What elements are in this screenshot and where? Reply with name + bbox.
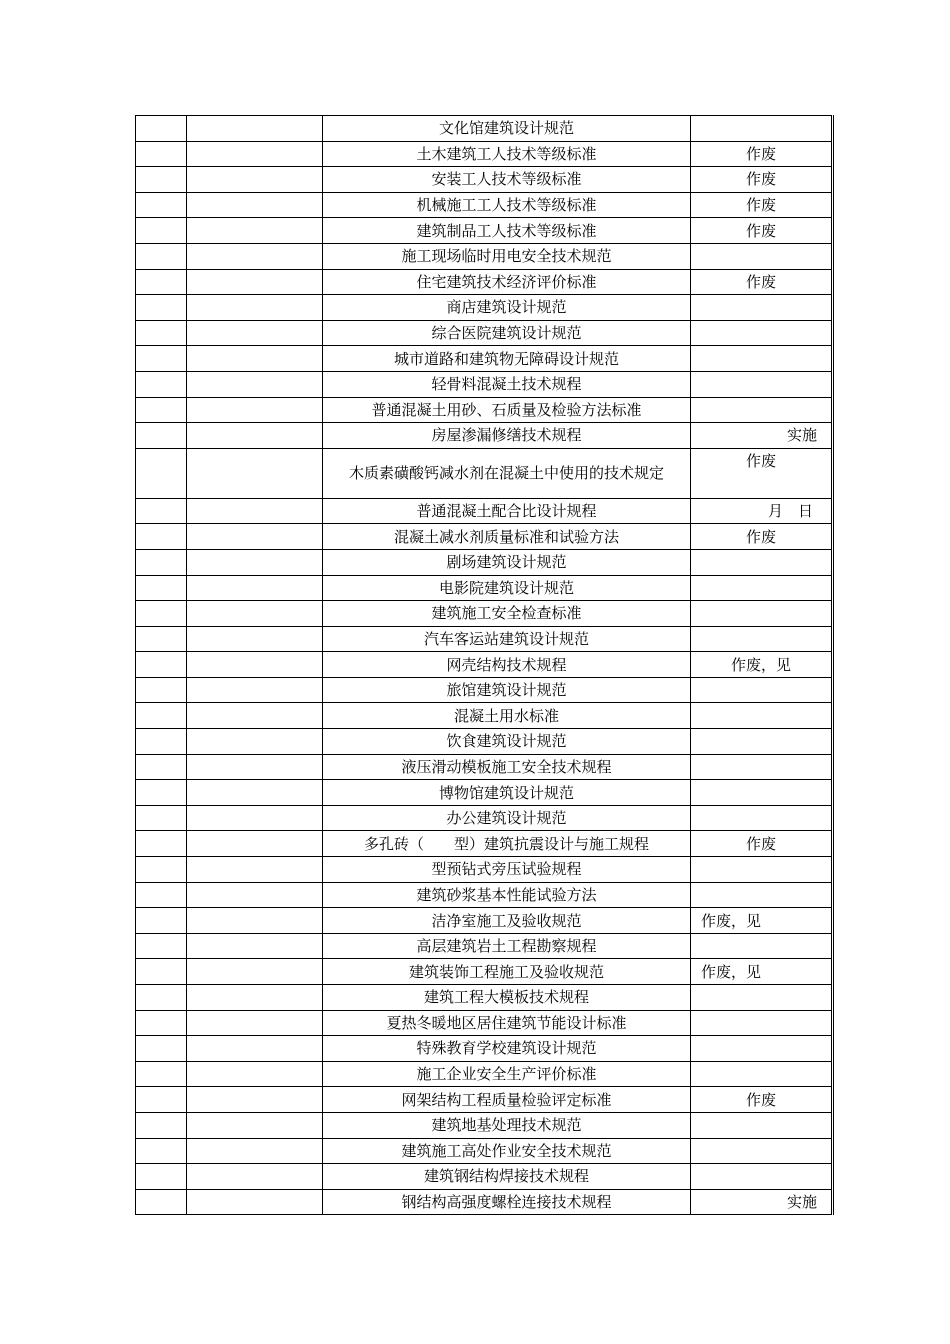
index-cell <box>136 1112 187 1138</box>
index-cell <box>136 549 187 575</box>
code-cell <box>187 908 323 934</box>
code-cell <box>187 524 323 550</box>
standard-name-cell: 综合医院建筑设计规范 <box>323 320 691 346</box>
code-cell <box>187 1010 323 1036</box>
status-note-cell <box>691 703 833 729</box>
table-row <box>136 677 833 703</box>
standard-name-cell: 博物馆建筑设计规范 <box>323 780 691 806</box>
standard-name-cell: 施工现场临时用电安全技术规范 <box>323 243 691 269</box>
index-cell <box>136 320 187 346</box>
code-cell <box>187 448 323 498</box>
standard-name-cell: 普通混凝土用砂、石质量及检验方法标准 <box>323 397 691 423</box>
standard-name-cell: 施工企业安全生产评价标准 <box>323 1061 691 1087</box>
standard-name-cell: 旅馆建筑设计规范 <box>323 677 691 703</box>
table-row <box>136 346 833 372</box>
standard-name-cell: 办公建筑设计规范 <box>323 805 691 831</box>
table-row <box>136 882 833 908</box>
code-cell <box>187 346 323 372</box>
index-cell <box>136 448 187 498</box>
code-cell <box>187 1164 323 1190</box>
code-cell <box>187 1036 323 1062</box>
standard-name-cell: 型预钻式旁压试验规程 <box>323 857 691 883</box>
index-cell <box>136 652 187 678</box>
standard-name-cell: 建筑施工安全检查标准 <box>323 601 691 627</box>
table-row <box>136 780 833 806</box>
status-note-cell: 作废 <box>691 141 833 167</box>
standard-name-cell: 建筑装饰工程施工及验收规范 <box>323 959 691 985</box>
table-row <box>136 1164 833 1190</box>
table-body <box>136 116 833 1215</box>
code-cell <box>187 652 323 678</box>
status-note-cell: 月 日 <box>691 498 833 524</box>
table-row <box>136 243 833 269</box>
index-cell <box>136 498 187 524</box>
status-note-cell <box>691 933 833 959</box>
standards-table <box>135 115 834 1215</box>
code-cell <box>187 677 323 703</box>
table-row <box>136 320 833 346</box>
index-cell <box>136 116 187 142</box>
status-note-cell <box>691 601 833 627</box>
status-note-cell <box>691 397 833 423</box>
standard-name-cell: 建筑制品工人技术等级标准 <box>323 218 691 244</box>
table-row <box>136 626 833 652</box>
standard-name-cell: 汽车客运站建筑设计规范 <box>323 626 691 652</box>
code-cell <box>187 805 323 831</box>
status-note-cell <box>691 805 833 831</box>
table-row <box>136 423 833 449</box>
index-cell <box>136 1036 187 1062</box>
code-cell <box>187 1112 323 1138</box>
standard-name-cell: 商店建筑设计规范 <box>323 295 691 321</box>
standard-name-cell: 安装工人技术等级标准 <box>323 167 691 193</box>
table-row <box>136 269 833 295</box>
table-row <box>136 729 833 755</box>
index-cell <box>136 295 187 321</box>
code-cell <box>187 575 323 601</box>
status-note-cell: 作废，见 <box>691 908 833 934</box>
status-note-cell <box>691 371 833 397</box>
standard-name-cell: 剧场建筑设计规范 <box>323 549 691 575</box>
standard-name-cell: 轻骨料混凝土技术规程 <box>323 371 691 397</box>
table-row <box>136 295 833 321</box>
status-note-cell <box>691 575 833 601</box>
status-note-cell: 作废 <box>691 269 833 295</box>
standard-name-cell: 混凝土用水标准 <box>323 703 691 729</box>
standard-name-cell: 房屋渗漏修缮技术规程 <box>323 423 691 449</box>
status-note-cell: 作废 <box>691 831 833 857</box>
standard-name-cell: 钢结构高强度螺栓连接技术规程 <box>323 1189 691 1215</box>
standard-name-cell: 住宅建筑技术经济评价标准 <box>323 269 691 295</box>
table-row <box>136 524 833 550</box>
index-cell <box>136 805 187 831</box>
code-cell <box>187 1087 323 1113</box>
table-row <box>136 703 833 729</box>
standard-name-cell: 特殊教育学校建筑设计规范 <box>323 1036 691 1062</box>
standard-name-cell: 夏热冬暖地区居住建筑节能设计标准 <box>323 1010 691 1036</box>
table-row <box>136 498 833 524</box>
table-row <box>136 805 833 831</box>
table-row <box>136 192 833 218</box>
standard-name-cell: 城市道路和建筑物无障碍设计规范 <box>323 346 691 372</box>
index-cell <box>136 423 187 449</box>
status-note-cell <box>691 1036 833 1062</box>
table-row <box>136 549 833 575</box>
code-cell <box>187 295 323 321</box>
status-note-cell <box>691 1164 833 1190</box>
table-row <box>136 985 833 1011</box>
index-cell <box>136 857 187 883</box>
status-note-cell <box>691 1010 833 1036</box>
table-row <box>136 754 833 780</box>
standard-name-cell: 机械施工工人技术等级标准 <box>323 192 691 218</box>
standard-name-cell: 网架结构工程质量检验评定标准 <box>323 1087 691 1113</box>
code-cell <box>187 192 323 218</box>
code-cell <box>187 933 323 959</box>
standard-name-cell: 土木建筑工人技术等级标准 <box>323 141 691 167</box>
index-cell <box>136 218 187 244</box>
table-row <box>136 397 833 423</box>
status-note-cell <box>691 677 833 703</box>
standard-name-cell: 建筑施工高处作业安全技术规范 <box>323 1138 691 1164</box>
table-row <box>136 141 833 167</box>
standard-name-cell: 建筑工程大模板技术规程 <box>323 985 691 1011</box>
table-row <box>136 652 833 678</box>
code-cell <box>187 167 323 193</box>
status-note-cell <box>691 1138 833 1164</box>
standard-name-cell: 文化馆建筑设计规范 <box>323 116 691 142</box>
status-note-cell <box>691 985 833 1011</box>
standard-name-cell: 电影院建筑设计规范 <box>323 575 691 601</box>
index-cell <box>136 1164 187 1190</box>
code-cell <box>187 243 323 269</box>
status-note-cell <box>691 549 833 575</box>
index-cell <box>136 397 187 423</box>
code-cell <box>187 269 323 295</box>
table-row <box>136 371 833 397</box>
status-note-cell <box>691 295 833 321</box>
code-cell <box>187 780 323 806</box>
code-cell <box>187 1061 323 1087</box>
index-cell <box>136 346 187 372</box>
code-cell <box>187 116 323 142</box>
code-cell <box>187 959 323 985</box>
index-cell <box>136 601 187 627</box>
index-cell <box>136 1189 187 1215</box>
standard-name-cell: 普通混凝土配合比设计规程 <box>323 498 691 524</box>
status-note-cell <box>691 626 833 652</box>
index-cell <box>136 269 187 295</box>
index-cell <box>136 167 187 193</box>
status-note-cell: 作废 <box>691 448 833 498</box>
status-note-cell <box>691 1112 833 1138</box>
status-note-cell <box>691 243 833 269</box>
code-cell <box>187 857 323 883</box>
status-note-cell <box>691 754 833 780</box>
table-row <box>136 1087 833 1113</box>
table-row <box>136 448 833 498</box>
code-cell <box>187 371 323 397</box>
status-note-cell: 作废 <box>691 167 833 193</box>
code-cell <box>187 754 323 780</box>
status-note-cell: 作废 <box>691 218 833 244</box>
code-cell <box>187 882 323 908</box>
status-note-cell <box>691 320 833 346</box>
status-note-cell <box>691 882 833 908</box>
standard-name-cell: 建筑砂浆基本性能试验方法 <box>323 882 691 908</box>
index-cell <box>136 524 187 550</box>
table-row <box>136 1138 833 1164</box>
standard-name-cell: 高层建筑岩土工程勘察规程 <box>323 933 691 959</box>
standard-name-cell: 液压滑动模板施工安全技术规程 <box>323 754 691 780</box>
status-note-cell <box>691 116 833 142</box>
standard-name-cell: 建筑钢结构焊接技术规程 <box>323 1164 691 1190</box>
index-cell <box>136 243 187 269</box>
index-cell <box>136 703 187 729</box>
status-note-cell <box>691 780 833 806</box>
index-cell <box>136 626 187 652</box>
status-note-cell <box>691 1061 833 1087</box>
code-cell <box>187 218 323 244</box>
standard-name-cell: 饮食建筑设计规范 <box>323 729 691 755</box>
index-cell <box>136 192 187 218</box>
code-cell <box>187 320 323 346</box>
index-cell <box>136 677 187 703</box>
code-cell <box>187 397 323 423</box>
index-cell <box>136 933 187 959</box>
status-note-cell: 作废 <box>691 524 833 550</box>
status-note-cell: 作废，见 <box>691 652 833 678</box>
table-row <box>136 167 833 193</box>
index-cell <box>136 780 187 806</box>
table-row <box>136 575 833 601</box>
code-cell <box>187 549 323 575</box>
code-cell <box>187 141 323 167</box>
index-cell <box>136 882 187 908</box>
table-row <box>136 116 833 142</box>
table-row <box>136 1189 833 1215</box>
index-cell <box>136 371 187 397</box>
status-note-cell <box>691 346 833 372</box>
standard-name-cell: 洁净室施工及验收规范 <box>323 908 691 934</box>
table-row <box>136 1010 833 1036</box>
code-cell <box>187 601 323 627</box>
code-cell <box>187 498 323 524</box>
code-cell <box>187 985 323 1011</box>
table-row <box>136 908 833 934</box>
code-cell <box>187 831 323 857</box>
index-cell <box>136 985 187 1011</box>
table-row <box>136 1061 833 1087</box>
code-cell <box>187 729 323 755</box>
status-note-cell: 作废 <box>691 1087 833 1113</box>
index-cell <box>136 575 187 601</box>
standard-name-cell: 多孔砖（ 型）建筑抗震设计与施工规程 <box>323 831 691 857</box>
index-cell <box>136 1061 187 1087</box>
table-row <box>136 933 833 959</box>
code-cell <box>187 703 323 729</box>
index-cell <box>136 831 187 857</box>
index-cell <box>136 141 187 167</box>
table-row <box>136 1036 833 1062</box>
table-row <box>136 959 833 985</box>
index-cell <box>136 1010 187 1036</box>
index-cell <box>136 754 187 780</box>
index-cell <box>136 908 187 934</box>
standard-name-cell: 建筑地基处理技术规范 <box>323 1112 691 1138</box>
standard-name-cell: 混凝土减水剂质量标准和试验方法 <box>323 524 691 550</box>
standard-name-cell: 网壳结构技术规程 <box>323 652 691 678</box>
table-row <box>136 831 833 857</box>
table-row <box>136 218 833 244</box>
code-cell <box>187 1189 323 1215</box>
index-cell <box>136 1087 187 1113</box>
status-note-cell: 作废 <box>691 192 833 218</box>
status-note-cell <box>691 729 833 755</box>
index-cell <box>136 959 187 985</box>
code-cell <box>187 626 323 652</box>
standard-name-cell: 木质素磺酸钙减水剂在混凝土中使用的技术规定 <box>323 448 691 498</box>
index-cell <box>136 1138 187 1164</box>
status-note-cell: 实施 <box>691 1189 833 1215</box>
index-cell <box>136 729 187 755</box>
code-cell <box>187 423 323 449</box>
table-row <box>136 857 833 883</box>
code-cell <box>187 1138 323 1164</box>
table-row <box>136 601 833 627</box>
status-note-cell <box>691 857 833 883</box>
table-row <box>136 1112 833 1138</box>
status-note-cell: 作废，见 <box>691 959 833 985</box>
status-note-cell: 实施 <box>691 423 833 449</box>
